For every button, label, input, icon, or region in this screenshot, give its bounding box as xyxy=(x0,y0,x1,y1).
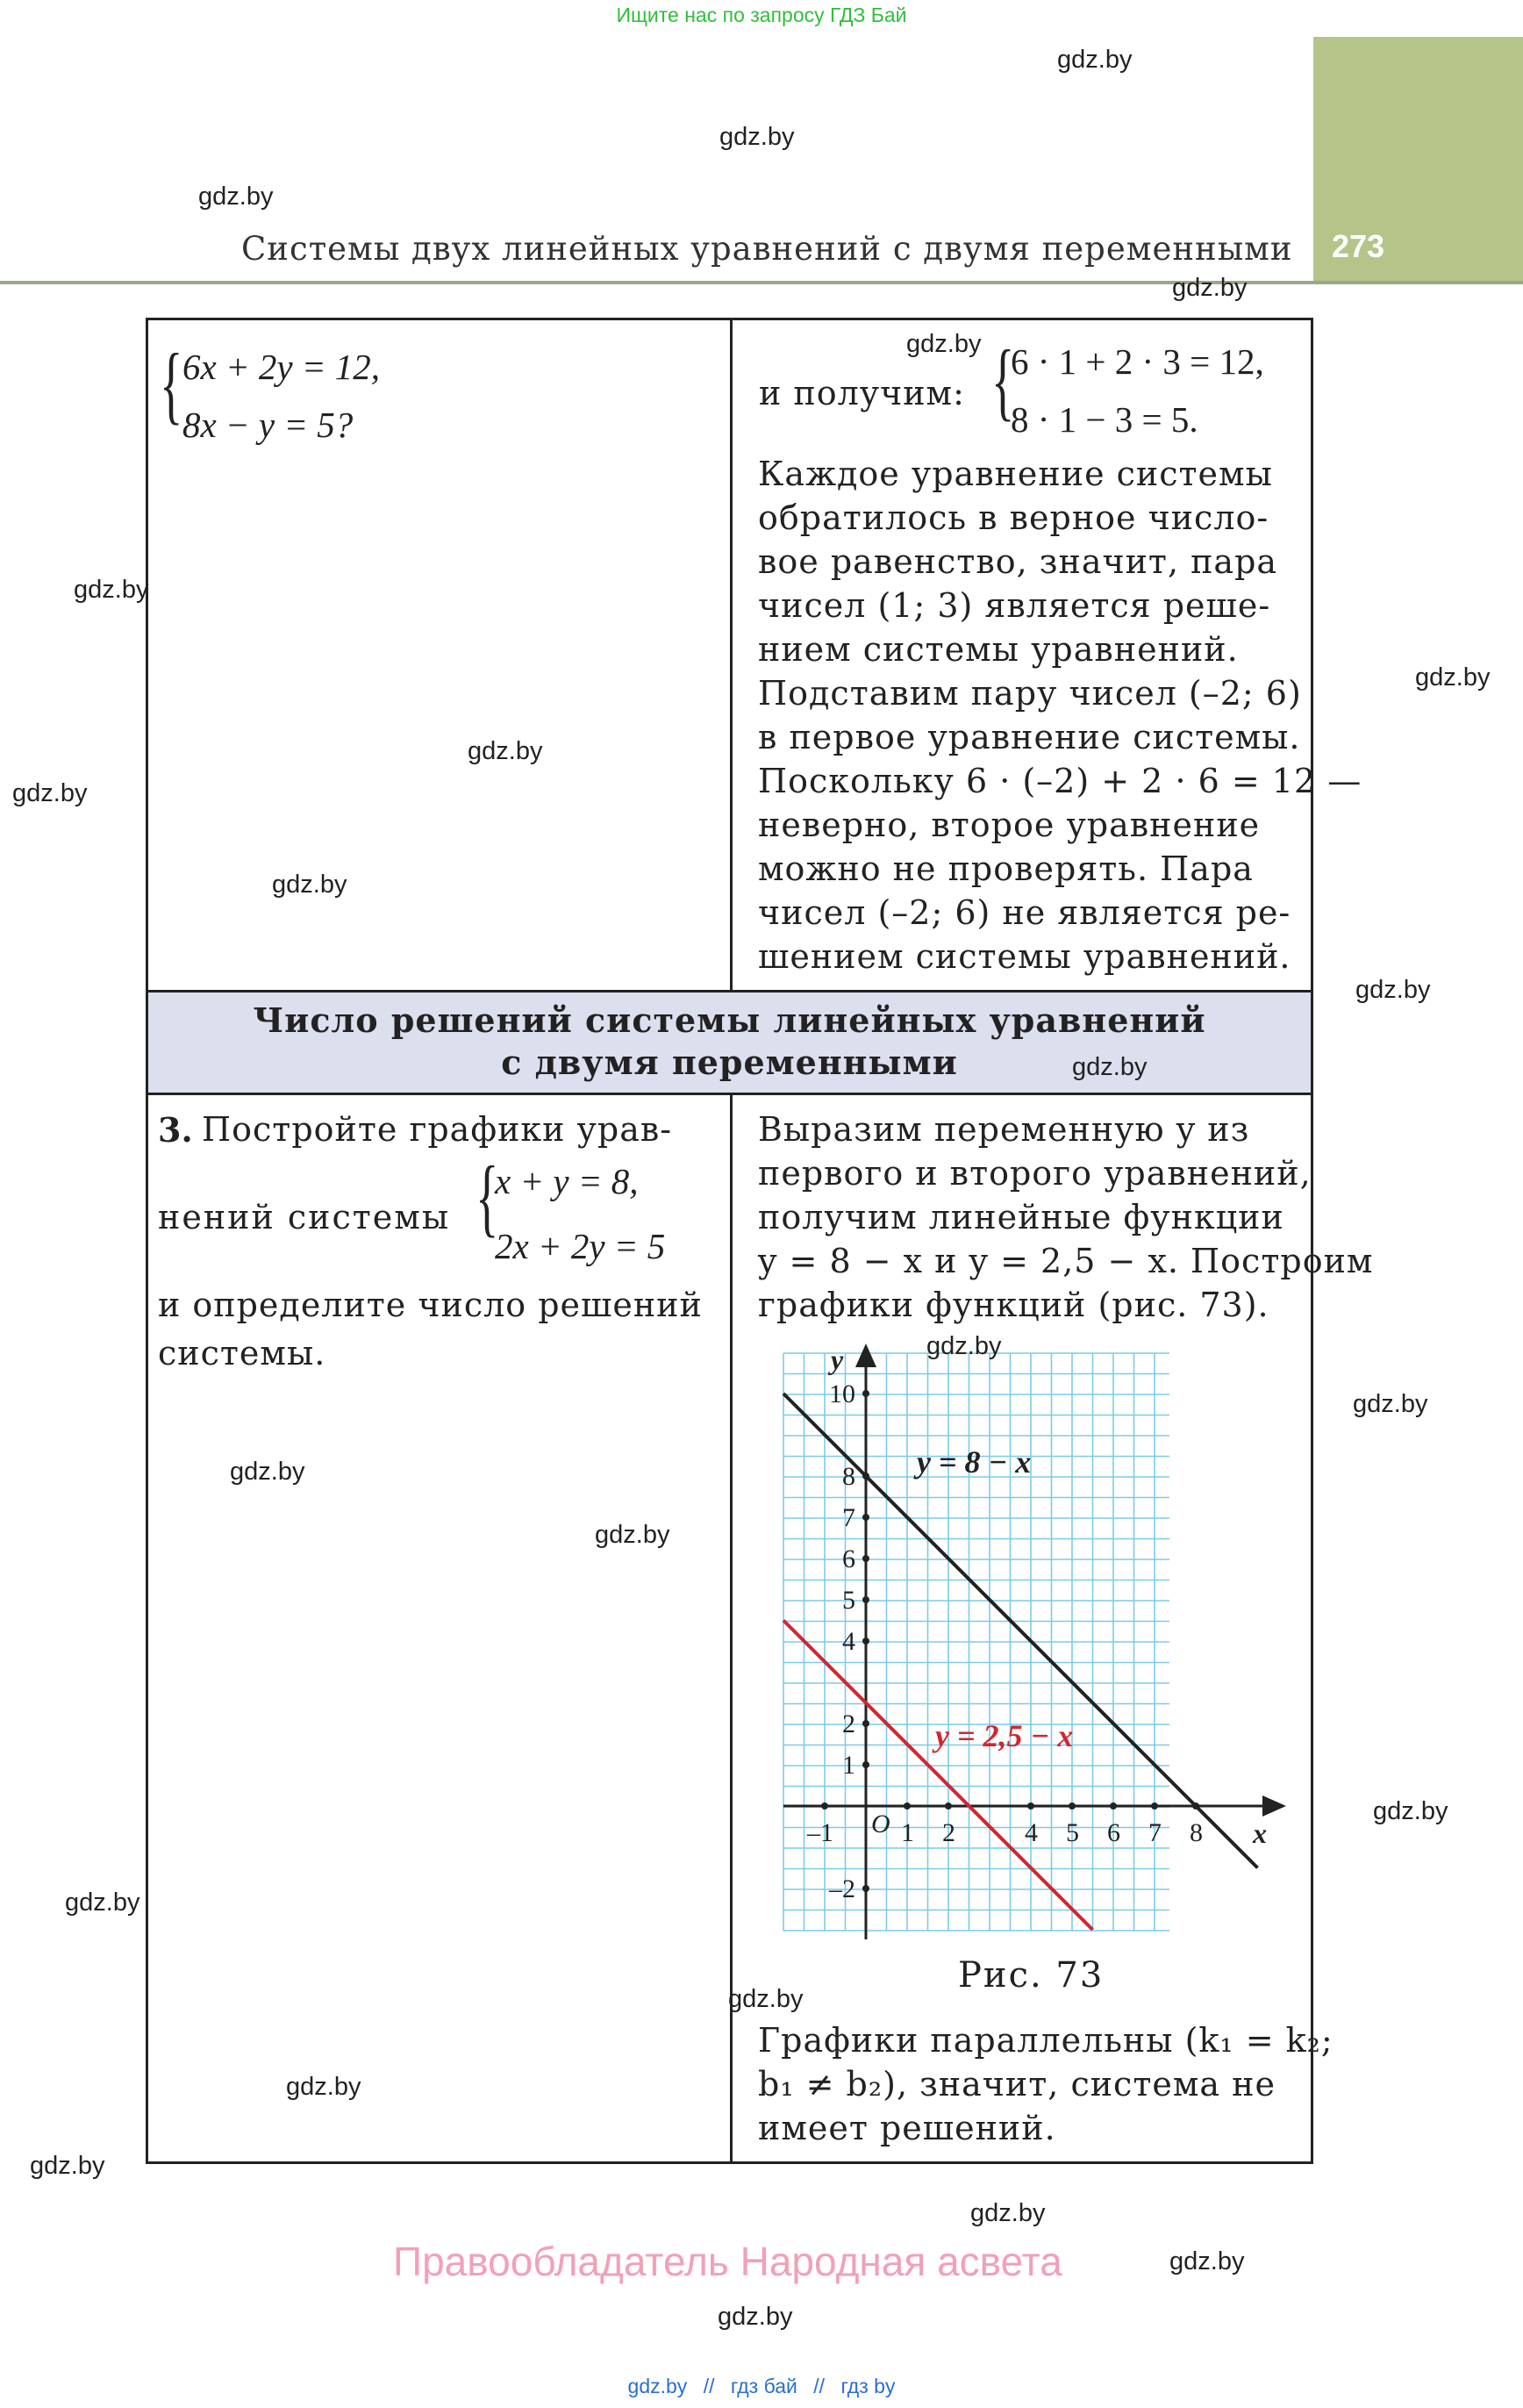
x-axis-label: x xyxy=(1253,1817,1267,1849)
text-line: в первое уравнение системы. xyxy=(758,718,1301,756)
exercise-eq-1: x + y = 8, xyxy=(495,1161,639,1201)
watermark: gdz.by xyxy=(198,183,274,211)
watermark: gdz.by xyxy=(595,1521,670,1549)
section-title-line-1: Число решений системы линейных уравнений xyxy=(253,1000,1206,1040)
substitution-eq-1: 6 · 1 + 2 · 3 = 12, xyxy=(1011,341,1264,382)
origin-label: O xyxy=(871,1810,890,1838)
x-tick-label: –1 xyxy=(807,1818,833,1847)
brace-left-1: { xyxy=(160,335,183,433)
watermark: gdz.by xyxy=(719,123,795,151)
y-tick-label: 2 xyxy=(842,1709,855,1738)
y-tick-label: 5 xyxy=(842,1586,855,1615)
watermark: gdz.by xyxy=(926,1332,1002,1360)
watermark: gdz.by xyxy=(65,1888,140,1917)
series-label-1: y = 8 − x xyxy=(917,1444,1032,1480)
y-tick-label: 10 xyxy=(829,1380,855,1408)
text-line: чисел (–2; 6) не является ре- xyxy=(758,893,1291,932)
y-tick xyxy=(862,1390,869,1397)
watermark: gdz.by xyxy=(1172,274,1248,302)
brace-right-1: { xyxy=(991,332,1015,429)
x-tick xyxy=(1151,1802,1158,1810)
labels xyxy=(806,1344,1267,1903)
x-tick-label: 4 xyxy=(1025,1818,1038,1847)
text-line: Поскольку 6 · (–2) + 2 · 6 = 12 — xyxy=(758,762,1362,800)
x-tick xyxy=(945,1802,952,1810)
text-line: вое равенство, значит, пара xyxy=(758,542,1278,581)
x-tick xyxy=(1069,1802,1076,1810)
y-tick xyxy=(862,1720,869,1727)
watermark: gdz.by xyxy=(12,779,88,807)
x-tick-label: 1 xyxy=(901,1818,914,1847)
x-tick-label: 7 xyxy=(1148,1818,1162,1847)
y-tick xyxy=(862,1596,869,1603)
section-title-line-2: с двумя переменными xyxy=(501,1043,958,1082)
page-number: 273 xyxy=(1332,228,1385,264)
exercise-line-4: системы. xyxy=(158,1334,326,1372)
y-tick-label: 7 xyxy=(842,1503,855,1532)
y-tick-label: 4 xyxy=(842,1627,855,1656)
y-tick-label: 1 xyxy=(842,1751,855,1780)
footer-separator: // xyxy=(703,2375,715,2397)
system-eq-2: 8x − y = 5? xyxy=(182,405,354,445)
watermark: gdz.by xyxy=(1355,976,1431,1004)
text-line: нием системы уравнений. xyxy=(758,630,1239,669)
watermark: gdz.by xyxy=(1072,1053,1148,1081)
watermark: gdz.by xyxy=(1353,1390,1428,1418)
text-line: чисел (1; 3) является реше- xyxy=(758,586,1271,625)
watermark: gdz.by xyxy=(1169,2247,1245,2275)
substitution-lead: и получим: xyxy=(759,374,965,412)
footer-separator: // xyxy=(813,2375,826,2397)
series-label-2: y = 2,5 − x xyxy=(935,1718,1074,1753)
exercise-line-1: Постройте графики урав- xyxy=(202,1110,673,1149)
y-tick xyxy=(862,1638,869,1645)
text-line: первого и второго уравнений, xyxy=(758,1154,1312,1193)
y-axis-label: y xyxy=(831,1344,844,1375)
y-tick-label: 6 xyxy=(842,1544,855,1573)
exercise-line-2: нений системы xyxy=(158,1198,451,1236)
text-line: можно не проверять. Пара xyxy=(758,849,1254,888)
x-tick xyxy=(904,1802,911,1810)
conclusion xyxy=(758,2018,1334,2150)
figure-caption: Рис. 73 xyxy=(958,1955,1105,1996)
text-line: получим линейные функции xyxy=(758,1198,1284,1236)
exercise-line-3: и определите число решений xyxy=(158,1286,703,1324)
brace-exercise: { xyxy=(475,1148,499,1245)
running-head: Системы двух линейных уравнений с двумя переменными xyxy=(241,230,1293,268)
substitution-eq-2: 8 · 1 − 3 = 5. xyxy=(1011,399,1198,440)
footer-links xyxy=(0,2375,1523,2398)
table-col-divider-top xyxy=(730,318,733,990)
footer-link-gdz[interactable]: gdz.by xyxy=(627,2375,688,2397)
copyright-notice: Правообладатель Народная асвета xyxy=(393,2239,1062,2284)
x-tick xyxy=(1110,1802,1117,1810)
watermark: gdz.by xyxy=(272,871,347,899)
watermark: gdz.by xyxy=(30,2152,105,2180)
text-line: b₁ ≠ b₂), значит, система не xyxy=(758,2065,1276,2103)
top-search-link[interactable]: Ищите нас по запросу ГДЗ Бай xyxy=(616,4,907,26)
x-tick-label: 8 xyxy=(1190,1818,1203,1847)
y-tick-label: 8 xyxy=(842,1462,855,1491)
watermark: gdz.by xyxy=(718,2303,793,2331)
y-tick xyxy=(862,1761,869,1768)
text-line: Подставим пару чисел (–2; 6) xyxy=(758,674,1302,713)
watermark: gdz.by xyxy=(1415,663,1491,692)
x-tick-label: 5 xyxy=(1066,1818,1079,1847)
row1-explanation xyxy=(758,452,1362,978)
x-tick xyxy=(821,1802,828,1810)
header-rule xyxy=(0,281,1523,284)
text-line: шением системы уравнений. xyxy=(758,937,1291,976)
y-tick xyxy=(862,1885,869,1892)
figure-73-graph xyxy=(772,1343,1298,1948)
exercise-eq-2: 2x + 2y = 5 xyxy=(495,1226,666,1266)
text-line: Выразим переменную y из xyxy=(758,1110,1250,1149)
text-line: обратилось в верное число- xyxy=(758,498,1269,537)
text-line: неверно, второе уравнение xyxy=(758,806,1261,844)
watermark: gdz.by xyxy=(230,1458,305,1486)
y-tick-label: –2 xyxy=(829,1874,855,1903)
watermark: gdz.by xyxy=(728,1985,804,2013)
text-line: графики функций (рис. 73). xyxy=(758,1286,1269,1324)
exercise-number: 3. xyxy=(158,1110,193,1150)
text-line: Графики параллельны (k₁ = k₂; xyxy=(758,2021,1334,2060)
text-line: имеет решений. xyxy=(758,2109,1056,2147)
watermark: gdz.by xyxy=(906,330,982,358)
system-eq-1: 6x + 2y = 12, xyxy=(182,347,380,387)
x-tick-label: 6 xyxy=(1107,1818,1120,1847)
row2-explanation xyxy=(758,1107,1374,1327)
footer-link-gdz-bai[interactable]: гдз бай xyxy=(730,2375,797,2397)
watermark: gdz.by xyxy=(970,2199,1046,2227)
text-line: y = 8 − x и y = 2,5 − x. Построим xyxy=(758,1242,1374,1280)
watermark: gdz.by xyxy=(286,2073,361,2101)
watermark: gdz.by xyxy=(1373,1797,1448,1825)
footer-link-gdz-by[interactable]: гдз by xyxy=(840,2375,896,2397)
watermark: gdz.by xyxy=(1057,46,1133,74)
y-tick xyxy=(862,1514,869,1521)
watermark: gdz.by xyxy=(74,576,149,604)
x-tick-label: 2 xyxy=(942,1818,955,1847)
x-tick xyxy=(1027,1802,1034,1810)
text-line: Каждое уравнение системы xyxy=(758,455,1273,493)
y-tick xyxy=(862,1555,869,1562)
watermark: gdz.by xyxy=(468,737,543,765)
